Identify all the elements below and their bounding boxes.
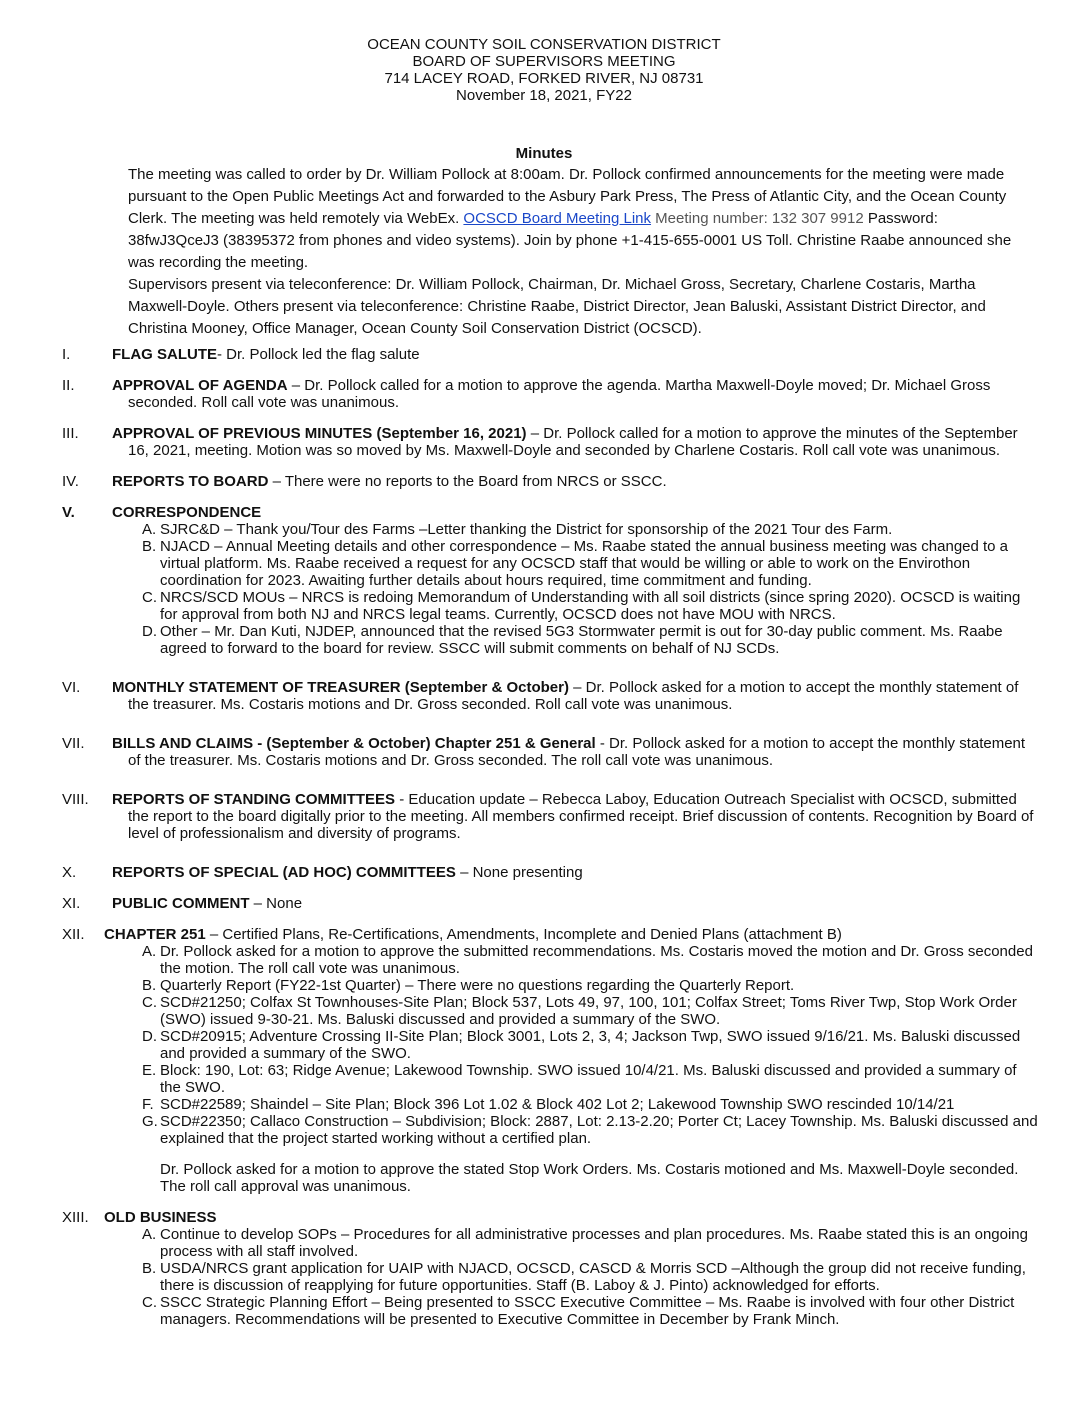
- intro-text-a: The meeting was called to order by Dr. William Pollock at 8:00am. Dr. Pollock confirmed announcements for the meeting were made pursuant to the Open Public Meetings Act and forwarded to the Asbury Park Press, The Press of Atlantic City, and the Ocean County Clerk. The meeting was held remotely via WebEx.: [128, 166, 1007, 227]
- item-text: Continue to develop SOPs – Procedures for all administrative processes and plan procedures. Ms. Raabe stated this is an ongoing process with all staff involved.: [160, 1226, 1028, 1260]
- section-treasurer-statement: [0, 679, 1088, 713]
- meeting-name: BOARD OF SUPERVISORS MEETING: [412, 53, 676, 70]
- section-number: VIII.: [62, 791, 89, 808]
- org-name: OCEAN COUNTY SOIL CONSERVATION DISTRICT: [367, 36, 721, 53]
- item-letter: C.: [142, 1294, 157, 1311]
- minutes-sections: [0, 346, 1088, 1328]
- section-approval-of-agenda: [0, 377, 1088, 411]
- item-text: NJACD – Annual Meeting details and other correspondence – Ms. Raabe stated the annual business meeting was changed to a virtual platform. Ms. Raabe received a request for any OCSCD staff that would be willing or able to work on the Envirothon coordination for 2023. Awaiting further details about hours required, time commitment and funding.: [160, 538, 1009, 589]
- item-text: SCD#22350; Callaco Construction – Subdivision; Block: 2887, Lot: 2.13-2.20; Porter Ct; Lacey Township. Ms. Baluski discussed and explained that the project started working without a certified plan.: [160, 1113, 1038, 1147]
- minutes-title: Minutes: [515, 145, 573, 162]
- address: 714 LACEY ROAD, FORKED RIVER, NJ 08731: [384, 70, 704, 87]
- section-previous-minutes: [0, 425, 1088, 459]
- section-text: - Education update – Rebecca Laboy, Education Outreach Specialist with OCSCD, submitted the report to the board digitally prior to the meeting. All members confirmed receipt. Brief discussion of contents. Recognition by Board of level of professionalism and diversity of programs.: [128, 791, 1034, 842]
- list-item: [144, 1226, 1040, 1260]
- section-text: – Dr. Pollock called for a motion to approve the minutes of the September 16, 2021, meeting. Motion was so moved by Ms. Maxwell-Doyle and seconded by Charlene Costaris. Roll call vote was unanimous.: [128, 425, 1018, 459]
- list-item: [144, 1028, 1040, 1062]
- list-item: [144, 521, 1040, 538]
- section-text: – None presenting: [455, 864, 583, 881]
- list-item: [144, 589, 1040, 623]
- section-old-business: [0, 1209, 1088, 1226]
- item-letter: C.: [142, 994, 157, 1011]
- section-number: IV.: [62, 473, 79, 490]
- section-number: X.: [62, 864, 77, 881]
- section-text: – Dr. Pollock called for a motion to approve the agenda. Martha Maxwell-Doyle moved; Dr. Michael Gross seconded. Roll call vote was unanimous.: [128, 377, 991, 411]
- item-letter: D.: [142, 623, 157, 640]
- section-title: PUBLIC COMMENT: [112, 895, 250, 912]
- section-text: – There were no reports to the Board from NRCS or SSCC.: [268, 473, 667, 490]
- item-letter: C.: [142, 589, 157, 606]
- item-text: SJRC&D – Thank you/Tour des Farms –Letter thanking the District for sponsorship of the 2021 Tour des Farm.: [160, 521, 893, 538]
- item-letter: A.: [142, 521, 157, 538]
- closing-text: Dr. Pollock asked for a motion to approve the stated Stop Work Orders. Ms. Costaris motioned and Ms. Maxwell-Doyle seconded. The roll call approval was unanimous.: [160, 1161, 1019, 1195]
- item-text: Dr. Pollock asked for a motion to approve the submitted recommendations. Ms. Costaris moved the motion and Dr. Gross seconded the motion. The roll call vote was unanimous.: [160, 943, 1033, 977]
- section-standing-committees: [0, 791, 1088, 842]
- section-title: APPROVAL OF PREVIOUS MINUTES (September 16, 2021): [112, 425, 527, 442]
- section-chapter-251: [0, 926, 1088, 943]
- section-title: BILLS AND CLAIMS - (September & October) Chapter 251 & General: [112, 735, 596, 752]
- section-reports-to-board: [0, 473, 1088, 490]
- list-item: [144, 943, 1040, 977]
- section-number: I.: [62, 346, 71, 363]
- item-text: Quarterly Report (FY22-1st Quarter) – There were no questions regarding the Quarterly Report.: [160, 977, 795, 994]
- section-text: - Dr. Pollock asked for a motion to accept the monthly statement of the treasurer. Ms. Costaris motions and Dr. Gross seconded. The roll call vote was unanimous.: [128, 735, 1026, 769]
- item-text: SCD#22589; Shaindel – Site Plan; Block 396 Lot 1.02 & Block 402 Lot 2; Lakewood Township SWO rescinded 10/14/21: [160, 1096, 955, 1113]
- section-number: III.: [62, 425, 79, 442]
- item-letter: B.: [142, 1260, 157, 1277]
- list-item: [144, 1260, 1040, 1294]
- item-text: Block: 190, Lot: 63; Ridge Avenue; Lakewood Township. SWO issued 10/4/21. Ms. Baluski discussed and provided a summary of the SWO.: [160, 1062, 1017, 1096]
- document-header: [0, 36, 1088, 104]
- item-letter: G.: [142, 1113, 158, 1130]
- list-item: [144, 1096, 1040, 1113]
- section-title: OLD BUSINESS: [104, 1209, 217, 1226]
- meeting-link[interactable]: OCSCD Board Meeting Link: [463, 210, 652, 227]
- section-flag-salute: [0, 346, 1088, 363]
- list-item: [144, 1294, 1040, 1328]
- section-title: CHAPTER 251: [104, 926, 206, 943]
- item-text: SSCC Strategic Planning Effort – Being presented to SSCC Executive Committee – Ms. Raabe is involved with four other District managers. Recommendations will be presented to Executive Committee in December by Frank Minch.: [160, 1294, 1015, 1328]
- list-item: [144, 994, 1040, 1028]
- list-item: [144, 977, 1040, 994]
- list-item: [144, 1113, 1040, 1147]
- meeting-date: November 18, 2021, FY22: [456, 87, 632, 104]
- section-number: XIII.: [62, 1209, 89, 1226]
- section-text: – None: [249, 895, 303, 912]
- section-number: VI.: [62, 679, 81, 696]
- section-text: – Dr. Pollock asked for a motion to accept the monthly statement of the treasurer. Ms. Costaris motions and Dr. Gross seconded. Roll call vote was unanimous.: [128, 679, 1019, 713]
- list-item: [144, 1062, 1040, 1096]
- section-bills-and-claims: [0, 735, 1088, 769]
- section-title: FLAG SALUTE: [112, 346, 217, 363]
- section-title: REPORTS OF SPECIAL (AD HOC) COMMITTEES: [112, 864, 456, 881]
- section-number: XI.: [62, 895, 81, 912]
- section-correspondence: [0, 504, 1088, 521]
- section-public-comment: [0, 895, 1088, 912]
- section-title: REPORTS TO BOARD: [112, 473, 269, 490]
- intro-paragraph-1: [128, 164, 1028, 274]
- intro-paragraph-2: Supervisors present via teleconference: Dr. William Pollock, Chairman, Dr. Michael Gross, Secretary, Charlene Costaris, Martha Maxwell-Doyle. Others present via teleconference: Christine Raabe, District Director, Jean Baluski, Assistant District Director, and Christina Mooney, Office Manager, Ocean County Soil Conservation District (OCSCD).: [128, 276, 986, 337]
- section-number: XII.: [62, 926, 85, 943]
- item-letter: A.: [142, 1226, 157, 1243]
- item-letter: A.: [142, 943, 157, 960]
- section-title: REPORTS OF STANDING COMMITTEES: [112, 791, 396, 808]
- list-item: [144, 623, 1040, 657]
- item-letter: B.: [142, 977, 157, 994]
- item-text: Other – Mr. Dan Kuti, NJDEP, announced that the revised 5G3 Stormwater permit is out for 30-day public comment. Ms. Raabe agreed to forward to the board for review. SSCC will submit comments on behalf of NJ SCDs.: [160, 623, 1003, 657]
- list-item: [144, 538, 1040, 589]
- item-letter: D.: [142, 1028, 157, 1045]
- section-title: CORRESPONDENCE: [112, 504, 262, 521]
- intro: [128, 164, 1028, 340]
- item-letter: E.: [142, 1062, 157, 1079]
- intro-text-c: Password: 38fwJ3QceJ3 (38395372 from phones and video systems). Join by phone +1-415-655-0001 US Toll. Christine Raabe announced she was recording the meeting.: [128, 210, 1012, 271]
- meeting-number: Meeting number: 132 307 9912: [651, 210, 864, 227]
- item-letter: F.: [142, 1096, 154, 1113]
- section-text: – Certified Plans, Re-Certifications, Amendments, Incomplete and Denied Plans (attachment B): [205, 926, 842, 943]
- closing-paragraph: [144, 1161, 1040, 1195]
- section-number: VII.: [62, 735, 85, 752]
- item-letter: B.: [142, 538, 157, 555]
- section-number: V.: [62, 504, 75, 521]
- item-text: SCD#21250; Colfax St Townhouses-Site Plan; Block 537, Lots 49, 97, 100, 101; Colfax Street; Toms River Twp, Stop Work Order (SWO) issued 9-30-21. Ms. Baluski discussed and provided a summary of the SWO.: [160, 994, 1017, 1028]
- section-text: - Dr. Pollock led the flag salute: [217, 346, 420, 363]
- section-number: II.: [62, 377, 75, 394]
- item-text: SCD#20915; Adventure Crossing II-Site Plan; Block 3001, Lots 2, 3, 4; Jackson Twp, SWO issued 9/16/21. Ms. Baluski discussed and provided a summary of the SWO.: [160, 1028, 1021, 1062]
- item-text: USDA/NRCS grant application for UAIP with NJACD, OCSCD, CASCD & Morris SCD –Although the group did not receive funding, there is discussion of reapplying for future opportunities. Staff (B. Laboy & J. Pinto) acknowledged for efforts.: [160, 1260, 1026, 1294]
- section-title: APPROVAL OF AGENDA: [112, 377, 288, 394]
- section-special-committees: [0, 864, 1088, 881]
- section-title: MONTHLY STATEMENT OF TREASURER (September & October): [112, 679, 569, 696]
- item-text: NRCS/SCD MOUs – NRCS is redoing Memorandum of Understanding with all soil districts (since spring 2020). OCSCD is waiting for approval from both NJ and NRCS legal teams. Currently, OCSCD does not have MOU with NRCS.: [160, 589, 1021, 623]
